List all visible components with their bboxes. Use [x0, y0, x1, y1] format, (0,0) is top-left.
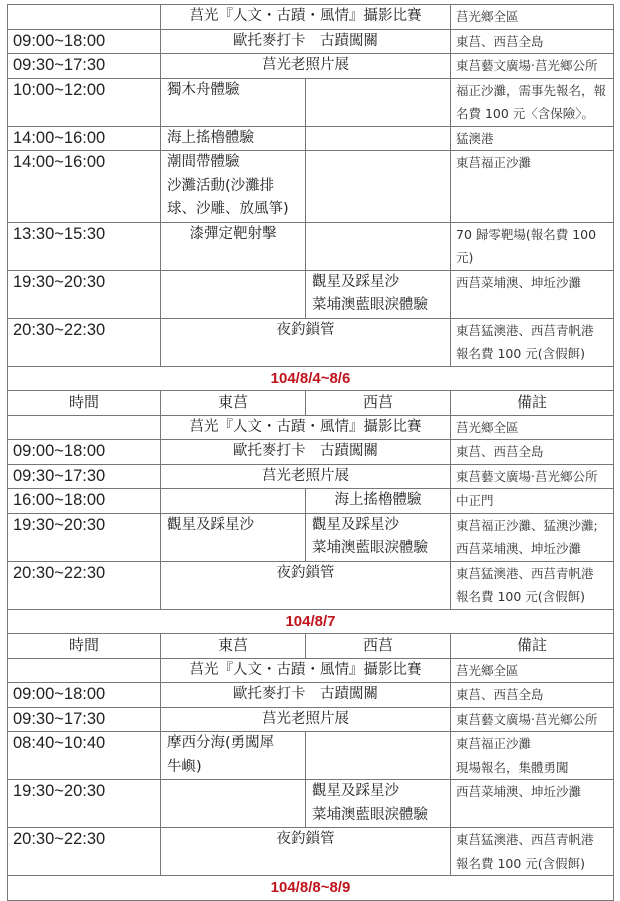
column-header-east: 東莒 [161, 634, 306, 659]
time-cell: 10:00~12:00 [8, 78, 161, 126]
section-date: 104/8/7 [8, 609, 614, 634]
table-row [8, 440, 614, 465]
activity-cell-east: 漆彈定靶射擊 [161, 222, 306, 270]
note-cell: 莒光鄉全區 [451, 415, 614, 440]
note-cell: 東莒、西莒全島 [451, 440, 614, 465]
column-header-note: 備註 [451, 391, 614, 416]
activity-cell-east: 獨木舟體驗 [161, 78, 306, 126]
schedule-body [8, 5, 614, 901]
activity-cell-west [306, 222, 451, 270]
table-row [8, 464, 614, 489]
activity-cell-both: 夜釣鎖管 [161, 561, 451, 609]
table-row [8, 513, 614, 561]
header-row [8, 634, 614, 659]
date-row [8, 366, 614, 391]
time-cell: 19:30~20:30 [8, 513, 161, 561]
activity-cell-east: 潮間帶體驗 沙灘活動(沙灘排 球、沙雕、放風箏) [161, 151, 306, 223]
note-cell: 莒光鄉全區 [451, 5, 614, 30]
column-header-time: 時間 [8, 634, 161, 659]
event-schedule-table [7, 4, 614, 901]
time-cell: 14:00~16:00 [8, 126, 161, 151]
table-row [8, 126, 614, 151]
table-row [8, 151, 614, 223]
table-row [8, 29, 614, 54]
time-cell: 14:00~16:00 [8, 151, 161, 223]
note-cell: 東莒福正沙灘 [451, 151, 614, 223]
table-row [8, 318, 614, 366]
table-row [8, 780, 614, 828]
time-cell: 09:00~18:00 [8, 29, 161, 54]
time-cell: 19:30~20:30 [8, 780, 161, 828]
activity-cell-east: 摩西分海(勇闖犀 牛嶼) [161, 732, 306, 780]
table-row [8, 828, 614, 876]
table-row [8, 658, 614, 683]
note-cell: 西莒菜埔澳、坤坵沙灘 [451, 270, 614, 318]
note-cell: 東莒福正沙灘 現場報名，集體勇闖 [451, 732, 614, 780]
note-cell: 東莒、西莒全島 [451, 29, 614, 54]
note-cell: 莒光鄉全區 [451, 658, 614, 683]
note-cell: 中正門 [451, 489, 614, 514]
activity-cell-both: 夜釣鎖管 [161, 318, 451, 366]
time-cell: 09:30~17:30 [8, 464, 161, 489]
time-cell [8, 415, 161, 440]
note-cell: 猛澳港 [451, 126, 614, 151]
activity-cell-both: 莒光『人文・古蹟・風情』攝影比賽 [161, 658, 451, 683]
column-header-east: 東莒 [161, 391, 306, 416]
activity-cell-both: 莒光老照片展 [161, 54, 451, 79]
note-cell: 東莒藝文廣場‧莒光鄉公所 [451, 707, 614, 732]
time-cell [8, 658, 161, 683]
activity-cell-west: 海上搖櫓體驗 [306, 489, 451, 514]
time-cell: 20:30~22:30 [8, 561, 161, 609]
activity-cell-west [306, 151, 451, 223]
time-cell: 09:30~17:30 [8, 54, 161, 79]
activity-cell-both: 歐托麥打卡 古蹟闖關 [161, 440, 451, 465]
activity-cell-west [306, 78, 451, 126]
activity-cell-west [306, 732, 451, 780]
time-cell: 08:40~10:40 [8, 732, 161, 780]
activity-cell-both: 夜釣鎖管 [161, 828, 451, 876]
table-row [8, 78, 614, 126]
table-row [8, 270, 614, 318]
note-cell: 東莒福正沙灘、猛澳沙灘; 西莒菜埔澳、坤坵沙灘 [451, 513, 614, 561]
date-row [8, 609, 614, 634]
activity-cell-both: 莒光老照片展 [161, 464, 451, 489]
activity-cell-east [161, 780, 306, 828]
table-row [8, 732, 614, 780]
activity-cell-both: 歐托麥打卡 古蹟闖關 [161, 683, 451, 708]
time-cell: 16:00~18:00 [8, 489, 161, 514]
table-row [8, 683, 614, 708]
note-cell: 東莒猛澳港、西莒青帆港 報名費 100 元(含假餌) [451, 318, 614, 366]
section-date: 104/8/8~8/9 [8, 876, 614, 901]
time-cell [8, 5, 161, 30]
note-cell: 西莒菜埔澳、坤坵沙灘 [451, 780, 614, 828]
time-cell: 20:30~22:30 [8, 828, 161, 876]
time-cell: 19:30~20:30 [8, 270, 161, 318]
activity-cell-west: 觀星及踩星沙 菜埔澳藍眼淚體驗 [306, 780, 451, 828]
table-row [8, 561, 614, 609]
table-row [8, 415, 614, 440]
note-cell: 東莒藝文廣場‧莒光鄉公所 [451, 464, 614, 489]
activity-cell-east [161, 489, 306, 514]
note-cell: 福正沙灘，需事先報名，報 名費 100 元〈含保險〉。 [451, 78, 614, 126]
table-row [8, 222, 614, 270]
section-date: 104/8/4~8/6 [8, 366, 614, 391]
column-header-west: 西莒 [306, 391, 451, 416]
note-cell: 東莒猛澳港、西莒青帆港 報名費 100 元(含假餌) [451, 561, 614, 609]
activity-cell-east: 海上搖櫓體驗 [161, 126, 306, 151]
activity-cell-west [306, 126, 451, 151]
note-cell: 70 歸零靶場(報名費 100 元) [451, 222, 614, 270]
activity-cell-both: 莒光老照片展 [161, 707, 451, 732]
time-cell: 09:00~18:00 [8, 683, 161, 708]
table-row [8, 5, 614, 30]
table-row [8, 707, 614, 732]
column-header-west: 西莒 [306, 634, 451, 659]
activity-cell-east: 觀星及踩星沙 [161, 513, 306, 561]
table-row [8, 54, 614, 79]
activity-cell-east [161, 270, 306, 318]
note-cell: 東莒猛澳港、西莒青帆港 報名費 100 元(含假餌) [451, 828, 614, 876]
table-row [8, 489, 614, 514]
activity-cell-west: 觀星及踩星沙 菜埔澳藍眼淚體驗 [306, 270, 451, 318]
activity-cell-both: 莒光『人文・古蹟・風情』攝影比賽 [161, 415, 451, 440]
activity-cell-both: 歐托麥打卡 古蹟闖關 [161, 29, 451, 54]
activity-cell-both: 莒光『人文・古蹟・風情』攝影比賽 [161, 5, 451, 30]
note-cell: 東莒藝文廣場‧莒光鄉公所 [451, 54, 614, 79]
time-cell: 09:00~18:00 [8, 440, 161, 465]
time-cell: 13:30~15:30 [8, 222, 161, 270]
header-row [8, 391, 614, 416]
date-row [8, 876, 614, 901]
column-header-time: 時間 [8, 391, 161, 416]
activity-cell-west: 觀星及踩星沙 菜埔澳藍眼淚體驗 [306, 513, 451, 561]
time-cell: 09:30~17:30 [8, 707, 161, 732]
note-cell: 東莒、西莒全島 [451, 683, 614, 708]
time-cell: 20:30~22:30 [8, 318, 161, 366]
column-header-note: 備註 [451, 634, 614, 659]
